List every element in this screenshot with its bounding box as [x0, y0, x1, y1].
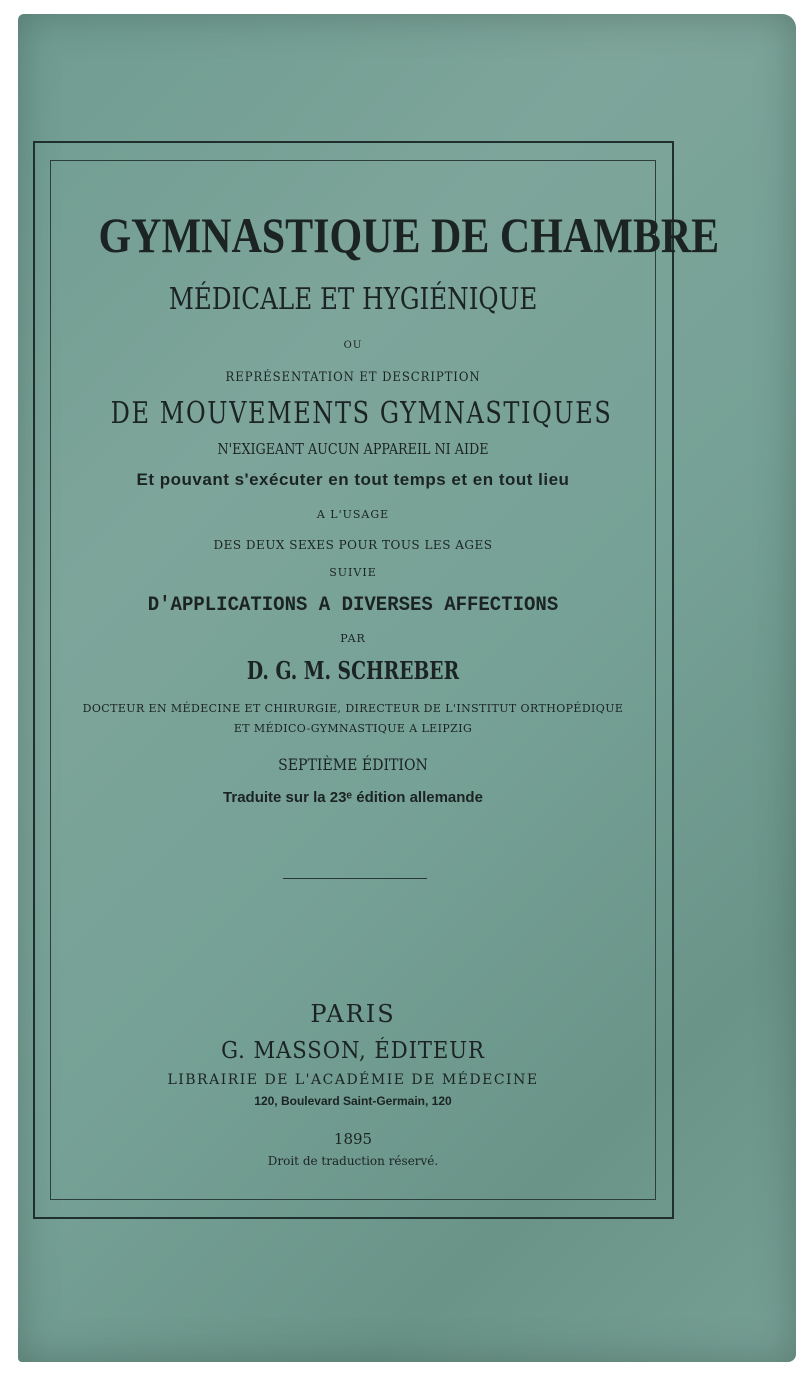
publication-city: PARIS [310, 1000, 396, 1028]
usage-text: A L'USAGE [316, 508, 390, 521]
no-apparatus-text: N'EXIGEANT AUCUN APPAREIL NI AIDE [217, 440, 489, 458]
book-title: GYMNASTIQUE DE CHAMBRE [98, 207, 720, 263]
anywhere-text: Et pouvant s'exécuter en tout temps et en tout lieu [136, 470, 570, 489]
author-name: D. G. M. SCHREBER [246, 656, 460, 685]
publisher-address: 120, Boulevard Saint-Germain, 120 [254, 1094, 452, 1108]
audience-text: DES DEUX SEXES POUR TOUS LES AGES [213, 538, 493, 552]
publication-year: 1895 [333, 1130, 373, 1148]
rights-notice: Droit de traduction réservé. [267, 1154, 439, 1168]
book-subtitle: MÉDICALE ET HYGIÉNIQUE [168, 282, 538, 317]
representation-text: REPRÉSENTATION ET DESCRIPTION [225, 370, 481, 385]
by-text: PAR [340, 632, 366, 645]
edition-text: SEPTIÈME ÉDITION [278, 755, 428, 774]
publisher-name: G. MASSON, ÉDITEUR [221, 1038, 485, 1064]
conjunction-text: OU [343, 340, 363, 351]
translation-text: Traduite sur la 23ᵉ édition allemande [223, 789, 483, 806]
author-credentials-line1: DOCTEUR EN MÉDECINE ET CHIRURGIE, DIRECTEUR DE L'INSTITUT ORTHOPÉDIQUE [82, 702, 624, 715]
ornamental-divider [283, 878, 427, 879]
followed-text: SUIVIE [329, 566, 377, 579]
library-text: LIBRAIRIE DE L'ACADÉMIE DE MÉDECINE [167, 1072, 539, 1088]
applications-heading: D'APPLICATIONS A DIVERSES AFFECTIONS [147, 594, 559, 617]
author-credentials-line2: ET MÉDICO-GYMNASTIQUE A LEIPZIG [233, 722, 473, 735]
movements-heading: DE MOUVEMENTS GYMNASTIQUES [110, 396, 613, 431]
